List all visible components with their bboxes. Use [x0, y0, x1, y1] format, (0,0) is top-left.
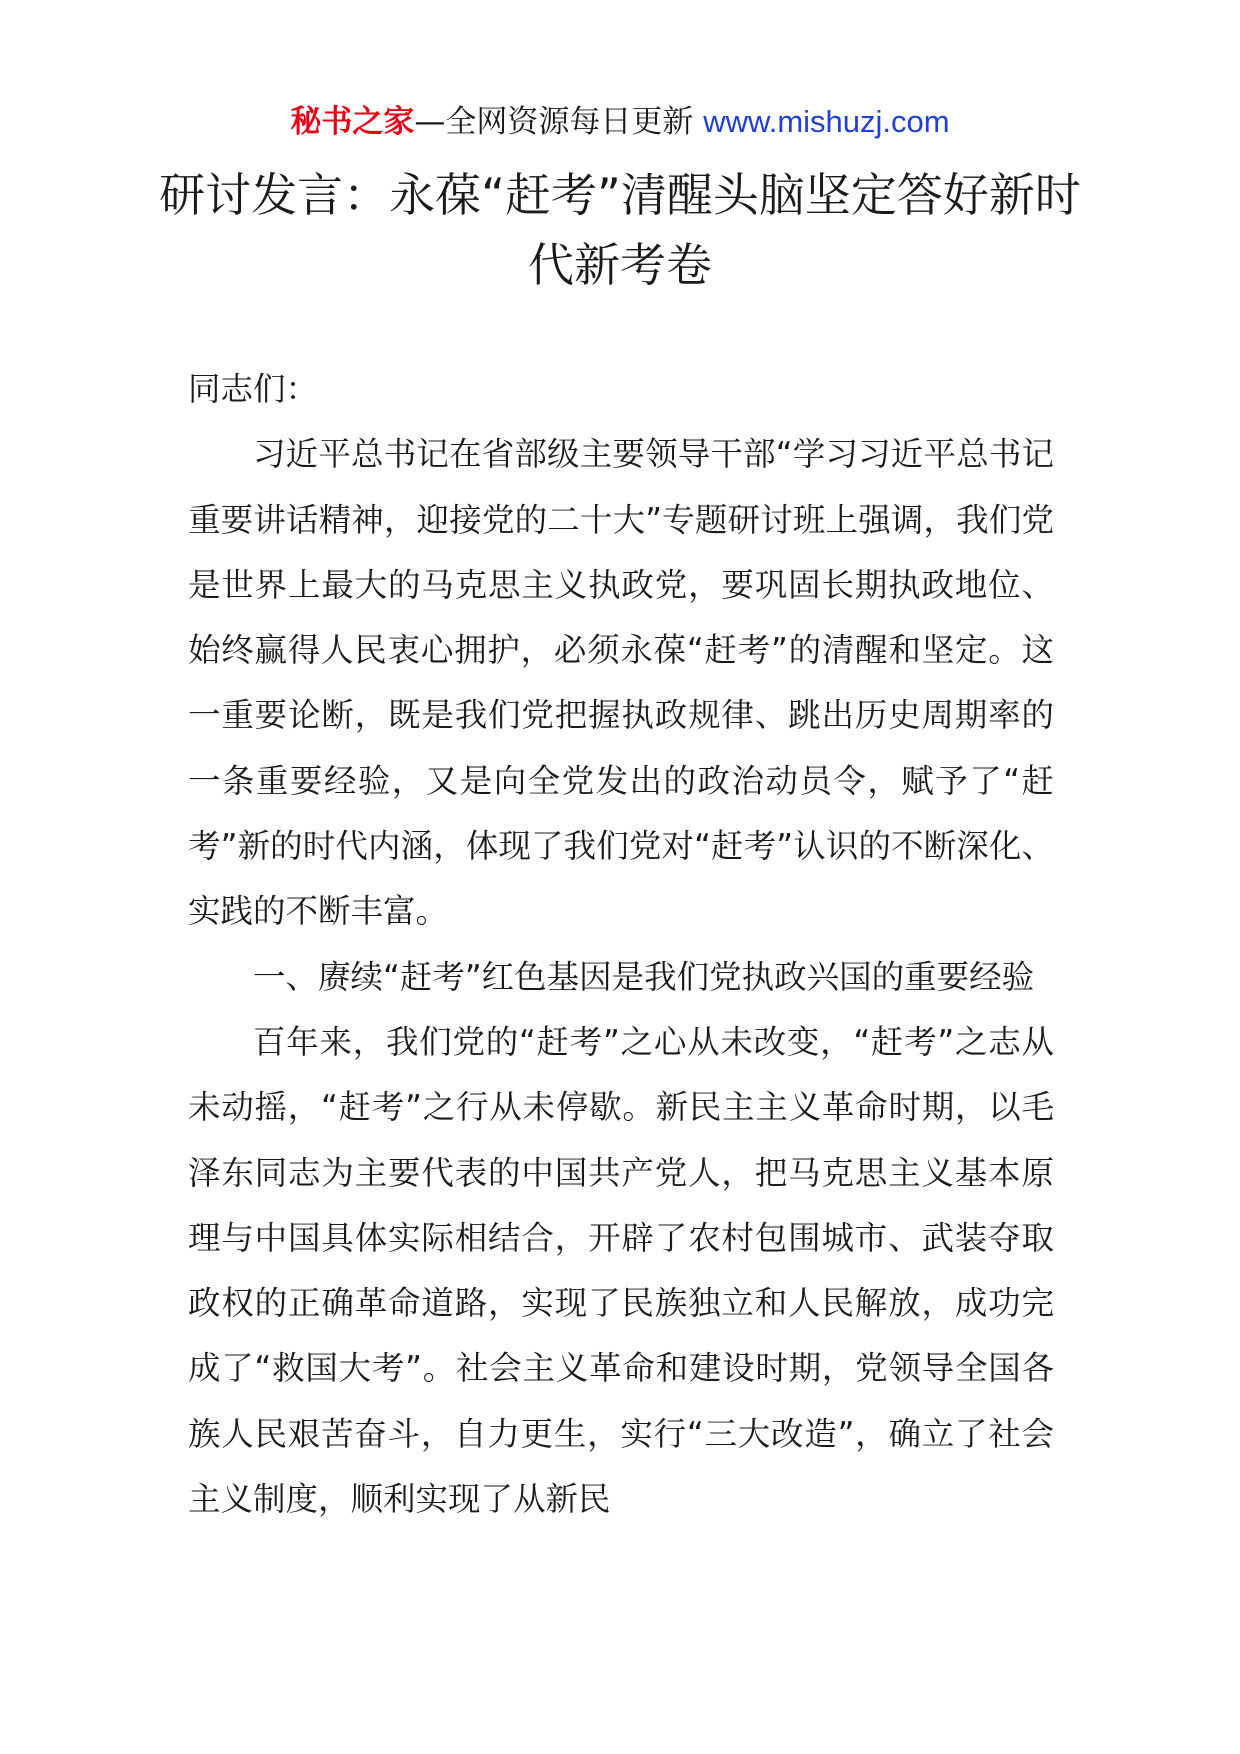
- section-heading: 一、赓续“赶考”红色基因是我们党执政兴国的重要经验: [253, 957, 1035, 996]
- brand-name: 秘书之家: [290, 104, 415, 140]
- salutation: 同志们：: [188, 370, 319, 408]
- site-url-link[interactable]: www.mishuzj.com: [703, 104, 950, 139]
- section-paragraph: 百年来，我们党的“赶考”之心从未改变，“赶考”之志从未动摇，“赶考”之行从未停歇。新民主主义革命时期，以毛泽东同志为主要代表的中国共产党人，把马克思主义基本原理与中国具体实际相结合，开辟了农村包围城市、武装夺取政权的正确革命道路，实现了民族独立和人民解放，成功完成了“救国大考”。社会主义革命和建设时期，党领导全国各族人民艰苦奋斗，自力更生，实行“三大改造”，确立了社会主义制度，顺利实现了从新民: [188, 1022, 1054, 1519]
- document-body: [188, 357, 1054, 1532]
- header-tagline: —全网资源每日更新: [414, 104, 694, 140]
- document-title: 研讨发言：永葆“赶考”清醒头脑坚定答好新时代新考卷: [159, 168, 1081, 292]
- paragraph-intro: 习近平总书记在省部级主要领导干部“学习习近平总书记重要讲话精神，迎接党的二十大”专题研讨班上强调，我们党是世界上最大的马克思主义执政党，要巩固长期执政地位、始终赢得人民衷心拥护，必须永葆“赶考”的清醒和坚定。这一重要论断，既是我们党把握执政规律、跳出历史周期率的一条重要经验，又是向全党发出的政治动员令，赋予了“赶考”新的时代内涵，体现了我们党对“赶考”认识的不断深化、实践的不断丰富。: [188, 435, 1054, 931]
- site-header: [0, 100, 1240, 144]
